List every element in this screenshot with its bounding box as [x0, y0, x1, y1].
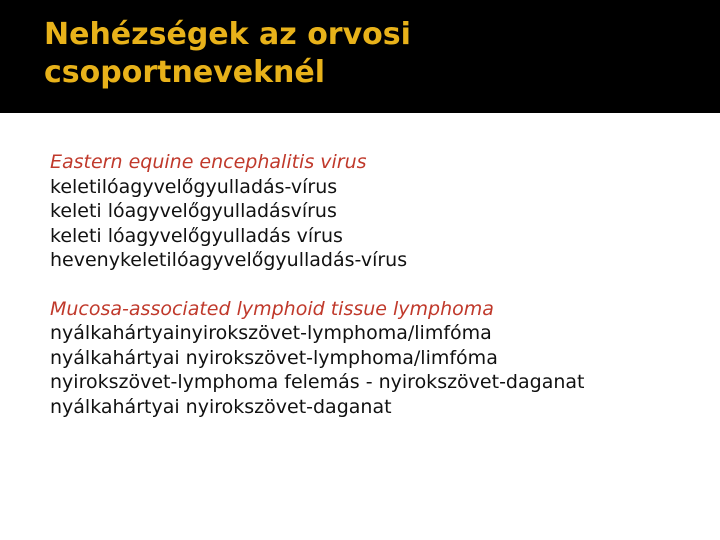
hungarian-variant: keleti lóagyvelőgyulladásvírus — [50, 200, 337, 222]
slide-title-line-1: Nehézségek az orvosi — [44, 17, 411, 52]
slide-title — [44, 16, 684, 92]
title-bar — [0, 0, 720, 113]
english-term: Eastern equine encephalitis virus — [50, 151, 367, 173]
hungarian-variant: nyálkahártyainyirokszövet-lymphoma/limfóma — [50, 322, 492, 344]
term-group-eee-virus — [50, 150, 710, 273]
hungarian-variant: nyálkahártyai nyirokszövet-daganat — [50, 395, 392, 418]
term-group-malt-lymphoma — [50, 297, 710, 420]
hungarian-variant: keleti lóagyvelőgyulladás vírus — [50, 224, 343, 247]
english-term: Mucosa-associated lymphoid tissue lymphoma — [50, 297, 494, 320]
slide-title-line-2: csoportneveknél — [44, 55, 326, 90]
hungarian-variant: nyálkahártyai nyirokszövet-lymphoma/limfóma — [50, 346, 498, 369]
hungarian-variant: keletilóagyvelőgyulladás-vírus — [50, 175, 338, 198]
slide-content — [50, 150, 710, 443]
hungarian-variant: nyirokszövet-lymphoma felemás - nyirokszövet-daganat — [50, 371, 585, 393]
hungarian-variant: hevenykeletilóagyvelőgyulladás-vírus — [50, 249, 408, 271]
